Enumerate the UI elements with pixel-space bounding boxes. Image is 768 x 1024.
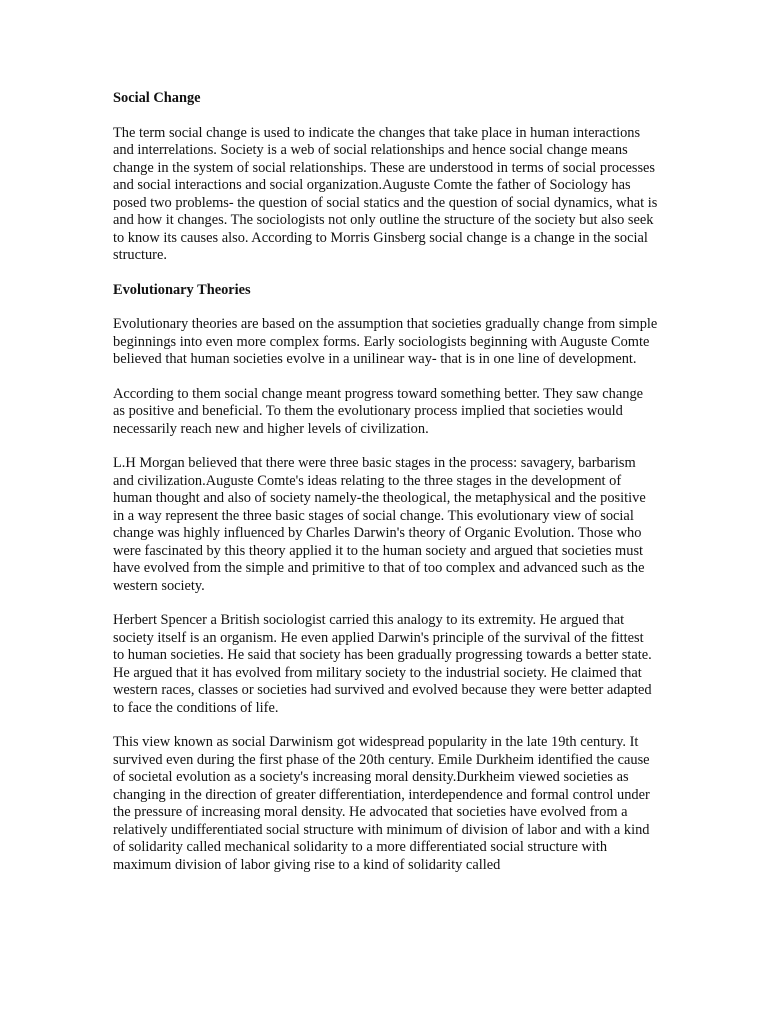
paragraph-3: L.H Morgan believed that there were three basic stages in the process: savagery, barbarism and civilization.Auguste Comte's ideas relating to the three stages in the development of human thought and also of society namely-the theological, the metaphysical and the positive in a way represent the three basic stages of social change. This evolutionary view of social change was highly influenced by Charles Darwin's theory of Organic Evolution. Those who were fascinated by this theory applied it to the human society and argued that societies must have evolved from the simple and primitive to that of too complex and advanced such as the western society.: [113, 455, 646, 594]
document-body: [113, 90, 658, 891]
paragraph-1: Evolutionary theories are based on the assumption that societies gradually change from simple beginnings into even more complex forms. Early sociologists beginning with Auguste Comte believed that human societies evolve in a unilinear way- that is in one line of development.: [113, 316, 658, 367]
intro-paragraph: The term social change is used to indicate the changes that take place in human interactions and interrelations. Society is a web of social relationships and hence social change means change in the system of social relationships. These are understood in terms of social processes and social interactions and social organization.Auguste Comte the father of Sociology has posed two problems- the question of social statics and the question of social dynamics, what is and how it changes. The sociologists not only outline the structure of the society but also seek to know its causes also. According to Morris Ginsberg social change is a change in the social structure.: [113, 124, 658, 263]
paragraph-5: This view known as social Darwinism got widespread popularity in the late 19th century. It survived even during the first phase of the 20th century. Emile Durkheim identified the cause of societal evolution as a society's increasing moral density.Durkheim viewed societies as changing in the direction of greater differentiation, interdependence and formal control under the pressure of increasing moral density. He advocated that societies have evolved from a relatively undifferentiated social structure with minimum of division of labor and with a kind of solidarity called mechanical solidarity to a more differentiated social structure with maximum division of labor giving rise to a kind of solidarity called: [113, 734, 650, 873]
paragraph-4: Herbert Spencer a British sociologist carried this analogy to its extremity. He argued that society itself is an organism. He even applied Darwin's principle of the survival of the fittest to human societies. He said that society has been gradually progressing towards a better state. He argued that it has evolved from military society to the industrial society. He claimed that western races, classes or societies had survived and evolved because they were better adapted to face the conditions of life.: [113, 612, 652, 716]
paragraph-2: According to them social change meant progress toward something better. They saw change as positive and beneficial. To them the evolutionary process implied that societies would necessarily reach new and higher levels of civilization.: [113, 385, 644, 437]
section-heading-evolutionary-theories: Evolutionary Theories: [113, 281, 251, 298]
document-title: Social Change: [113, 90, 201, 106]
